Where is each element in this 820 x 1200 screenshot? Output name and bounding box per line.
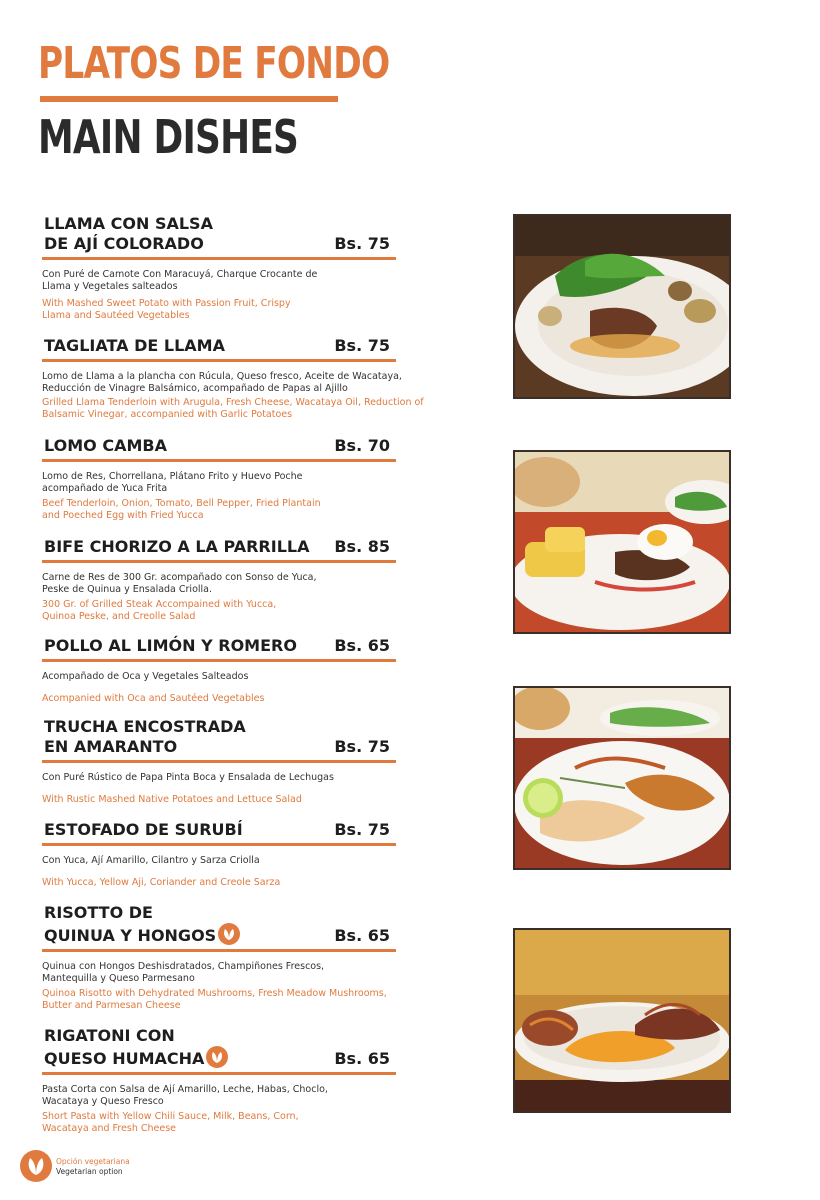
dish-name-line: POLLO AL LIMÓN Y ROMERO bbox=[44, 636, 297, 655]
dish-name-line: EN AMARANTO bbox=[44, 737, 178, 756]
legend-label-en: Vegetarian option bbox=[56, 1167, 123, 1176]
dish-photo-trucha bbox=[513, 686, 731, 870]
dish-name bbox=[42, 903, 304, 946]
dish-photo-rigatoni bbox=[513, 928, 731, 1113]
dish-name-line: LOMO CAMBA bbox=[44, 436, 167, 455]
dish-name bbox=[42, 336, 304, 356]
dish-description-es: Acompañado de Oca y Vegetales Salteados bbox=[42, 671, 249, 682]
dish-risotto-quinua bbox=[42, 903, 432, 1012]
dish-name bbox=[42, 537, 324, 557]
dish-price: Bs. 65 bbox=[334, 1049, 390, 1068]
dish-name-text: QUESO HUMACHA bbox=[44, 1049, 205, 1068]
dish-header bbox=[42, 537, 396, 563]
dish-description-es: Quinua con Hongos Deshisdratados, Champiñones Frescos, Mantequilla y Queso Parmesano bbox=[42, 961, 325, 984]
dish-name-line: TRUCHA ENCOSTRADA bbox=[44, 717, 246, 736]
leaf-icon bbox=[20, 1150, 52, 1182]
dish-description-en: Beef Tenderloin, Onion, Tomato, Bell Pepper, Fried Plantain and Poeched Egg with Fried Yucca bbox=[42, 498, 321, 521]
dish-description-es: Con Yuca, Ají Amarillo, Cilantro y Sarza Criolla bbox=[42, 855, 260, 866]
dish-price: Bs. 75 bbox=[334, 737, 390, 756]
dish-name bbox=[42, 820, 304, 840]
dish-description-en: Grilled Llama Tenderloin with Arugula, Fresh Cheese, Wacataya Oil, Reduction of Balsamic Vinegar, accompanied with Garlic Potatoes bbox=[42, 397, 424, 420]
dish-name bbox=[42, 1026, 304, 1069]
dish-name bbox=[42, 436, 304, 456]
dish-price: Bs. 75 bbox=[334, 820, 390, 839]
dish-description-es: Lomo de Res, Chorrellana, Plátano Frito y Huevo Poche acompañado de Yuca Frita bbox=[42, 471, 303, 494]
dish-rigatoni-humacha bbox=[42, 1026, 432, 1135]
dish-name-line: RIGATONI CON bbox=[44, 1026, 175, 1045]
dish-estofado-surubi bbox=[42, 820, 432, 889]
dish-header bbox=[42, 214, 396, 260]
dish-name-line bbox=[44, 923, 304, 946]
leaf-icon bbox=[206, 1046, 228, 1068]
dish-description-es: Lomo de Llama a la plancha con Rúcula, Queso fresco, Aceite de Wacataya, Reducción de Vinagre Balsámico, acompañado de Papas al Ajillo bbox=[42, 371, 402, 394]
dish-name bbox=[42, 214, 304, 254]
dish-name bbox=[42, 717, 304, 757]
dish-price: Bs. 65 bbox=[334, 926, 390, 945]
dish-price: Bs. 70 bbox=[334, 436, 390, 455]
dish-description-es: Con Puré Rústico de Papa Pinta Boca y Ensalada de Lechugas bbox=[42, 772, 334, 783]
dish-name-line bbox=[44, 1046, 304, 1069]
dish-name-line: DE AJÍ COLORADO bbox=[44, 234, 204, 253]
dish-price: Bs. 65 bbox=[334, 636, 390, 655]
dish-header bbox=[42, 636, 396, 662]
dish-tagliata-llama bbox=[42, 336, 432, 421]
page-title-es: PLATOS DE FONDO bbox=[38, 38, 390, 89]
dish-description-en: Short Pasta with Yellow Chili Sauce, Milk, Beans, Corn, Wacataya and Fresh Cheese bbox=[42, 1111, 299, 1134]
dish-header bbox=[42, 436, 396, 462]
dish-name bbox=[42, 636, 324, 656]
dish-photo-lomo-camba bbox=[513, 450, 731, 634]
dish-name-line: BIFE CHORIZO A LA PARRILLA bbox=[44, 537, 310, 556]
dish-description-en: With Rustic Mashed Native Potatoes and Lettuce Salad bbox=[42, 794, 302, 805]
dish-header bbox=[42, 820, 396, 846]
dish-description-en: 300 Gr. of Grilled Steak Accompained with Yucca, Quinoa Peske, and Creolle Salad bbox=[42, 599, 277, 622]
dish-bife-chorizo bbox=[42, 537, 432, 623]
dish-trucha-amaranto bbox=[42, 717, 432, 806]
dish-name-line: ESTOFADO DE SURUBÍ bbox=[44, 820, 243, 839]
dish-price: Bs. 75 bbox=[334, 336, 390, 355]
dish-price: Bs. 85 bbox=[334, 537, 390, 556]
dish-header bbox=[42, 336, 396, 362]
dish-description-en: Acompanied with Oca and Sautéed Vegetables bbox=[42, 693, 265, 704]
dish-description-en: With Mashed Sweet Potato with Passion Fruit, Crispy Llama and Sautéed Vegetables bbox=[42, 298, 291, 321]
dish-description-es: Pasta Corta con Salsa de Ají Amarillo, Leche, Habas, Choclo, Wacataya y Queso Fresco bbox=[42, 1084, 328, 1107]
dish-price: Bs. 75 bbox=[334, 234, 390, 253]
dish-header bbox=[42, 717, 396, 763]
dish-name-line: TAGLIATA DE LLAMA bbox=[44, 336, 225, 355]
dish-name-line: RISOTTO DE bbox=[44, 903, 153, 922]
leaf-icon bbox=[218, 923, 240, 945]
legend-label-es: Opción vegetariana bbox=[56, 1157, 130, 1166]
dish-header bbox=[42, 903, 396, 952]
dish-description-en: With Yucca, Yellow Aji, Coriander and Creole Sarza bbox=[42, 877, 281, 888]
dish-lomo-camba bbox=[42, 436, 432, 522]
dish-name-line: LLAMA CON SALSA bbox=[44, 214, 213, 233]
dish-description-es: Carne de Res de 300 Gr. acompañado con Sonso de Yuca, Peske de Quinua y Ensalada Criolla. bbox=[42, 572, 317, 595]
page-title-en: MAIN DISHES bbox=[38, 110, 299, 164]
dish-description-en: Quinoa Risotto with Dehydrated Mushrooms, Fresh Meadow Mushrooms, Butter and Parmesan Cheese bbox=[42, 988, 387, 1011]
dish-header bbox=[42, 1026, 396, 1075]
dish-pollo-limon bbox=[42, 636, 432, 705]
dish-name-text: QUINUA Y HONGOS bbox=[44, 926, 217, 945]
dish-description-es: Con Puré de Camote Con Maracuyá, Charque Crocante de Llama y Vegetales salteados bbox=[42, 269, 318, 292]
title-underline bbox=[40, 96, 338, 102]
dish-llama-salsa bbox=[42, 214, 432, 322]
dish-photo-llama bbox=[513, 214, 731, 399]
